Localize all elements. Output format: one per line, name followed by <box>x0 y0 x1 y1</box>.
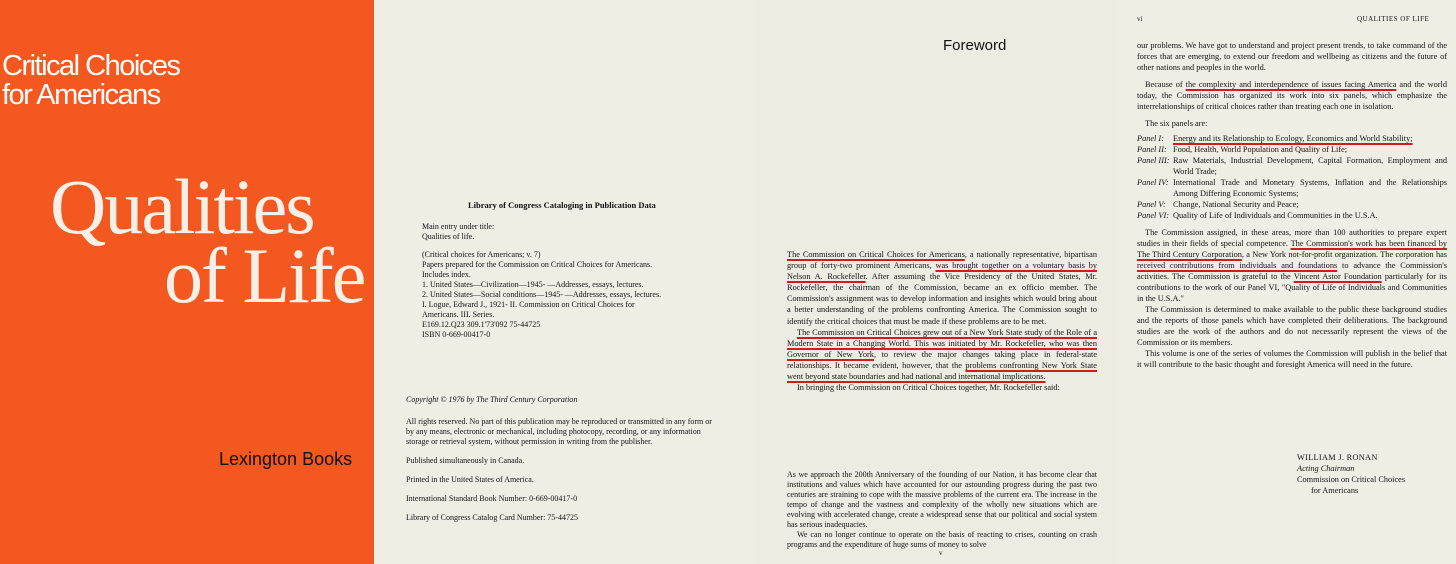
signatory-role: Acting Chairman <box>1297 464 1355 473</box>
signatory-org: Commission on Critical Choices <box>1297 475 1406 484</box>
cip-line: Qualities of life. <box>422 232 475 241</box>
foreword-page <box>757 0 1117 564</box>
paragraph: our problems. We have got to understand and project present trends, to take command of the forces that are emerging, to extend our freedom and wellbeing as citizens and the future of other nations and peoples in the world. <box>1137 41 1447 72</box>
panel-description: Change, National Security and Peace; <box>1173 200 1299 209</box>
page-vi-body <box>1137 40 1447 376</box>
paragraph-text: to advance the Commission's activities. The Commission is grateful to the <box>1137 261 1447 281</box>
panel-description: Food, Health, World Population and Quality of Life; <box>1173 145 1348 154</box>
quote-paragraph: We can no longer continue to operate on the basis of reacting to crises, counting on crash programs and the expenditure of huge sums of money to solve <box>787 530 1097 549</box>
paragraph: This volume is one of the series of volumes the Commission will publish in the belief that it will contribute to the basic thought and foresight America will need in the future. <box>1137 349 1447 369</box>
cip-line: 1. United States—Civilization—1945- —Addresses, essays, lectures. <box>422 280 644 289</box>
paragraph-text: , a nationally representative, bipartisan group of forty-two prominent Americans, <box>787 250 1097 271</box>
highlighted-text: problems confronting New York State went beyond state boundaries and had national and international implications. <box>787 360 1097 382</box>
list-item <box>1137 210 1447 221</box>
paragraph-text: . After assuming the Vice Presidency of the United States, Mr. Rockefeller, the chairman of the Commission, became an ex officio member. The Commission's assignment was to develop information and insights which would bring about a better understanding of the problems confronting America. The Commission sought to identify the critical choices that must be made if these problems are to be met. <box>787 272 1097 326</box>
highlighted-text: received contributions from individuals and foundations <box>1137 261 1338 270</box>
foreword-body <box>787 249 1097 393</box>
publisher-name: Lexington Books <box>219 449 353 469</box>
paragraph-text: particularly for its contributions to the work of our Panel VI, "Quality of Life of Individuals and Communities in the U.S.A." <box>1137 272 1447 303</box>
panel-label: Panel V: <box>1137 200 1166 209</box>
highlighted-text: was brought together on a voluntary basis by Nelson A. Rockefeller <box>787 261 1097 282</box>
rights-statement: All rights reserved. No part of this publication may be reproduced or transmitted in any form or by any means, electronic or mechanical, including photocopy, recording, or any information storage or retrieval system, without permission in writing from the publisher. <box>406 417 712 446</box>
cip-line: Americans. III. Series. <box>422 310 495 319</box>
highlighted-text: Vincent Astor Foundation <box>1293 272 1382 281</box>
page-number: vi <box>1137 15 1143 23</box>
signature-block <box>1297 452 1405 496</box>
published-statement: Published simultaneously in Canada. <box>406 456 525 465</box>
paragraph-text: The Commission assigned, in these areas, more than 100 authorities to prepare expert studies in their fields of special competence. <box>1137 228 1447 248</box>
copyright-line: Copyright © 1976 by The Third Century Corporation <box>406 395 578 404</box>
list-item <box>1137 155 1447 177</box>
cip-line: Main entry under title: <box>422 222 495 231</box>
book-cover <box>0 0 374 564</box>
foreword-paragraph <box>787 249 1097 327</box>
lccn-statement: Library of Congress Catalog Card Number: 75-44725 <box>406 513 578 522</box>
list-item <box>1137 199 1447 210</box>
panel-label: Panel II: <box>1137 145 1167 154</box>
highlighted-text: The Commission on Critical Choices for Americans <box>787 250 965 259</box>
panels-list <box>1137 133 1447 221</box>
panel-label: Panel III: <box>1137 156 1170 165</box>
panel-description: Quality of Life of Individuals and Communities in the U.S.A. <box>1173 211 1378 220</box>
foreword-paragraph: In bringing the Commission on Critical Choices together, Mr. Rockefeller said: <box>797 383 1060 393</box>
cip-line: ISBN 0-669-00417-0 <box>422 330 491 339</box>
paragraph: The six panels are: <box>1145 119 1208 128</box>
panel-label: Panel IV: <box>1137 178 1169 187</box>
foreword-paragraph <box>787 327 1097 382</box>
cip-line: Includes index. <box>422 270 471 279</box>
series-title: Critical Choices for Americans <box>2 50 180 111</box>
quote-paragraph: As we approach the 200th Anniversary of the founding of our Nation, it has become clear that institutions and values which have accounted for our astounding progress during the past two centuries are straining to cope with the massive problems of the current era. The increase in the tempo of change and the vastness and complexity of the wholly new situations which are evolving with accelerated change, create a widespread sense that our political and social system has serious inadequacies. <box>787 470 1097 529</box>
copyright-page <box>374 0 757 564</box>
panel-description: Energy and its Relationship to Ecology, Economics and World Stability; <box>1173 134 1413 143</box>
highlighted-text: The Commission's work has been financed by The Third Century Corporation <box>1137 239 1447 259</box>
rockefeller-quote <box>787 470 1097 550</box>
book-title-line1: Qualities <box>50 163 314 250</box>
list-item <box>1137 144 1447 155</box>
signatory-org: for Americans <box>1311 486 1359 495</box>
foreword-title: Foreword <box>943 37 1007 54</box>
highlighted-text: the complexity and interdependence of issues facing America <box>1185 80 1397 89</box>
cip-block <box>422 222 722 340</box>
cip-line: Papers prepared for the Commission on Critical Choices for Americans. <box>422 260 653 269</box>
page-number: v <box>939 549 943 557</box>
running-head: QUALITIES OF LIFE <box>1357 15 1430 23</box>
list-item <box>1137 177 1447 199</box>
paragraph-text: and the world today, the Commission has organized its work into six panels, which emphasize the interrelationships of critical choices rather than treating each one in isolation. <box>1137 80 1447 111</box>
cip-line <box>422 242 722 250</box>
paragraph <box>1137 79 1447 112</box>
paragraph-text: Because of <box>1145 80 1186 89</box>
list-item <box>1137 133 1447 144</box>
isbn-statement: International Standard Book Number: 0-669-00417-0 <box>406 494 578 503</box>
panel-label: Panel I: <box>1137 134 1164 143</box>
paragraph <box>1137 227 1447 304</box>
cip-line: I. Logue, Edward J., 1921- II. Commission on Critical Choices for <box>422 300 635 309</box>
cip-heading: Library of Congress Cataloging in Publication Data <box>468 200 656 210</box>
cip-line: E169.12.Q23 309.1'73'092 75-44725 <box>422 320 541 329</box>
printed-statement: Printed in the United States of America. <box>406 475 534 484</box>
highlighted-text: The Commission on Critical Choices grew out of a New York State study of the Role of a Modern State in a Changing World. This was initiated by Mr. Rockefeller, who was then Governor of New York <box>787 327 1097 359</box>
page-vi <box>1117 0 1456 564</box>
paragraph: The Commission is determined to make available to the public these background studies and the reports of those panels which have completed their deliberations. The background studies are the work of the authors and do not necessarily represent the views of the Commission or its members. <box>1137 305 1447 347</box>
book-title-line2: of Life <box>164 232 365 319</box>
panel-description: Raw Materials, Industrial Development, Capital Formation, Employment and World Trade; <box>1173 156 1447 176</box>
panel-description: International Trade and Monetary Systems, Inflation and the Relationships Among Differing Economic Systems; <box>1173 178 1447 198</box>
cip-line: (Critical choices for Americans; v. 7) <box>422 250 541 259</box>
signatory-name: WILLIAM J. RONAN <box>1297 453 1378 462</box>
legal-block <box>406 395 716 532</box>
cip-line: 2. United States—Social conditions—1945- —Addresses, essays, lectures. <box>422 290 662 299</box>
paragraph-text: , to review the major changes taking place in federal-state relationships. It became evident, however, that the <box>787 349 1097 370</box>
paragraph-text: , a New York not-for-profit organization. The corporation has <box>1241 250 1447 259</box>
panel-label: Panel VI: <box>1137 211 1170 220</box>
